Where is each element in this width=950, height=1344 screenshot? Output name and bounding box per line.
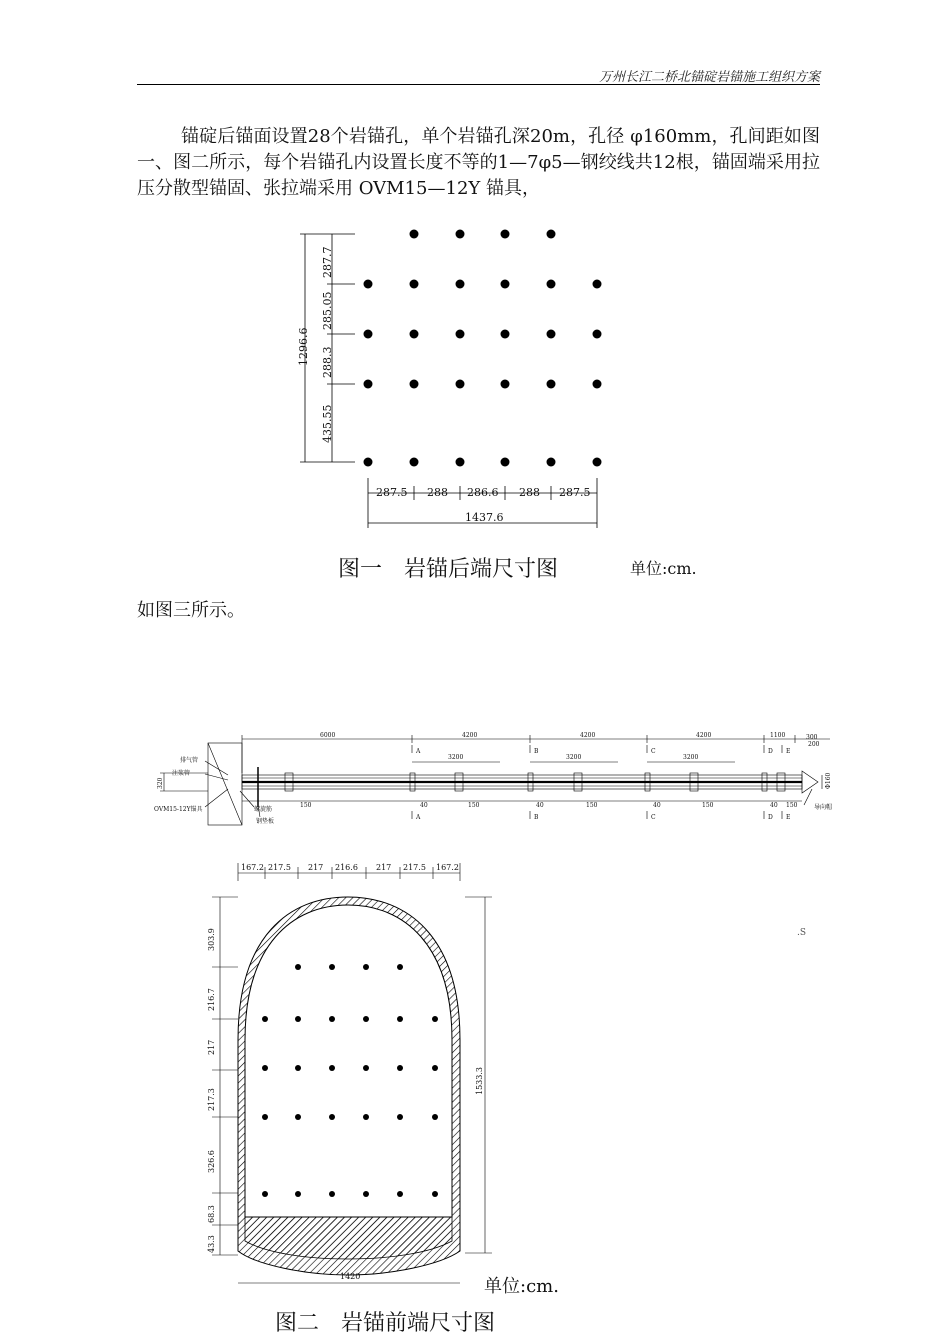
anchor-hole: [547, 330, 556, 339]
anchor-hole: [432, 1016, 438, 1022]
fig2-height: 1533.3: [475, 1067, 484, 1095]
fig2-left-dim: 326.6: [207, 1150, 216, 1173]
fig3-top-dim: 4200: [580, 732, 596, 739]
fig3-label: 注浆管: [172, 770, 191, 777]
figure2-diagram: [190, 855, 510, 1281]
anchor-hole: [295, 1065, 301, 1071]
fig1-row-spacing: 285.05: [321, 291, 334, 330]
fig1-row-spacing: 287.7: [321, 246, 334, 278]
figure3-anchor-section: [150, 725, 840, 835]
anchor-hole: [363, 1191, 369, 1197]
anchor-hole: [410, 280, 419, 289]
anchor-hole: [262, 1114, 268, 1120]
anchor-hole: [295, 1191, 301, 1197]
fig1-row-spacing: 435.55: [321, 404, 334, 443]
anchor-hole: [593, 380, 602, 389]
anchor-hole: [364, 458, 373, 467]
anchor-hole: [547, 458, 556, 467]
fig2-top-dim: 216.6: [335, 863, 358, 872]
fig1-total-width: 1437.6: [465, 511, 504, 524]
anchor-hole: [501, 330, 510, 339]
figure1-holes: [364, 230, 602, 467]
anchor-hole: [364, 380, 373, 389]
fig3-top-dim: 4200: [462, 732, 478, 739]
fig3-bottom-dim: 40: [536, 802, 544, 809]
figure1-diagram: [285, 218, 625, 528]
fig3-section-mark: A: [416, 814, 421, 821]
fig1-col-spacing: 286.6: [467, 486, 499, 499]
anchor-hole: [410, 458, 419, 467]
fig3-label: 排气管: [180, 757, 199, 764]
fig3-left-dim: 320: [157, 777, 164, 789]
anchor-hole: [410, 380, 419, 389]
anchor-hole: [329, 1114, 335, 1120]
fig2-left-dim: 217: [207, 1039, 216, 1055]
fig3-section-mark: D: [768, 814, 773, 821]
fig3-inner-dim: 3200: [448, 754, 464, 761]
fig2-top-dim: 167.2: [241, 863, 264, 872]
anchor-hole: [456, 280, 465, 289]
anchor-hole: [262, 1191, 268, 1197]
fig3-label: 钢垫板: [256, 818, 275, 825]
anchor-hole: [397, 964, 403, 970]
figure1-unit: 单位:cm.: [630, 559, 697, 578]
stray-mark: .S: [797, 928, 807, 938]
anchor-hole: [329, 1191, 335, 1197]
fig3-section-mark: E: [786, 814, 791, 821]
fig2-left-dim: 68.3: [207, 1205, 216, 1223]
fig3-top-dim: 200: [808, 741, 820, 748]
figure2-caption: 图二 岩锚前端尺寸图: [275, 1311, 496, 1336]
header-title: 万州长江二桥北锚碇岩锚施工组织方案: [598, 70, 820, 85]
anchor-hole: [456, 380, 465, 389]
fig3-right-dim: Φ160: [825, 772, 832, 789]
fig2-top-dim: 217: [308, 863, 324, 872]
anchor-hole: [456, 458, 465, 467]
fig3-bottom-dim: 150: [468, 802, 480, 809]
fig3-inner-dim: 3200: [683, 754, 699, 761]
anchor-hole: [397, 1016, 403, 1022]
body-paragraph-1: 锚碇后锚面设置28个岩锚孔，单个岩锚孔深20m，孔径 φ160mm，孔间距如图一、图二所示，每个岩锚孔内设置长度不等的1—7φ5—钢绞线共12根，锚固端采用拉压分散型锚固、张拉端采用 OVM15—12Y 锚具，: [137, 126, 820, 199]
anchor-hole: [397, 1065, 403, 1071]
fig2-top-dim: 167.2: [436, 863, 459, 872]
fig3-bottom-dim: 40: [653, 802, 661, 809]
anchor-hole: [364, 280, 373, 289]
fig2-left-dim: 43.3: [207, 1235, 216, 1253]
anchor-hole: [593, 280, 602, 289]
anchor-hole: [295, 1114, 301, 1120]
fig3-section-mark: B: [534, 814, 539, 821]
anchor-hole: [295, 1016, 301, 1022]
fig3-label: 螺旋筋: [254, 806, 273, 813]
anchor-hole: [432, 1114, 438, 1120]
anchor-hole: [262, 1016, 268, 1022]
anchor-hole: [410, 230, 419, 239]
fig2-left-dim: 303.9: [207, 928, 216, 951]
anchor-hole: [363, 1114, 369, 1120]
fig1-col-spacing: 287.5: [376, 486, 408, 499]
anchor-hole: [432, 1191, 438, 1197]
fig2-width: 1420: [340, 1272, 361, 1281]
anchor-hole: [501, 280, 510, 289]
anchor-hole: [432, 1065, 438, 1071]
anchor-hole: [456, 230, 465, 239]
fig3-section-mark: E: [786, 748, 791, 755]
anchor-hole: [363, 1016, 369, 1022]
fig3-top-dim: 1100: [770, 732, 786, 739]
fig3-top-dim: 300: [806, 734, 818, 741]
anchor-hole: [410, 330, 419, 339]
anchor-hole: [329, 1065, 335, 1071]
fig3-top-dim: 6000: [320, 732, 336, 739]
fig1-col-spacing: 288: [519, 486, 540, 499]
fig3-inner-dim: 3200: [566, 754, 582, 761]
fig1-row-spacing: 288.3: [321, 346, 334, 378]
fig3-bottom-dim: 40: [770, 802, 778, 809]
anchor-hole: [501, 380, 510, 389]
anchor-hole: [501, 458, 510, 467]
anchor-hole: [593, 458, 602, 467]
fig3-bottom-dim: 150: [702, 802, 714, 809]
anchor-hole: [329, 964, 335, 970]
fig3-label: OVM15-12Y锚具: [154, 806, 203, 813]
fig3-bottom-dim: 150: [300, 802, 312, 809]
anchor-hole: [364, 330, 373, 339]
fig2-top-dim: 217: [376, 863, 392, 872]
fig1-col-spacing: 288: [427, 486, 448, 499]
fig3-section-mark: C: [651, 748, 656, 755]
anchor-hole: [397, 1191, 403, 1197]
anchor-hole: [547, 380, 556, 389]
fig3-bottom-dim: 150: [586, 802, 598, 809]
anchor-hole: [363, 964, 369, 970]
fig3-label: 导向帽: [814, 804, 833, 811]
anchor-hole: [295, 964, 301, 970]
fig2-top-dim: 217.5: [268, 863, 291, 872]
figure2-unit: 单位:cm.: [484, 1276, 559, 1297]
fig2-top-dim: 217.5: [403, 863, 426, 872]
fig2-left-dim: 216.7: [207, 988, 216, 1011]
fig1-col-spacing: 287.5: [559, 486, 591, 499]
figure1-caption: 图一 岩锚后端尺寸图: [338, 557, 559, 582]
anchor-hole: [262, 1065, 268, 1071]
fig3-bottom-dim: 150: [786, 802, 798, 809]
anchor-hole: [397, 1114, 403, 1120]
fig1-total-height: 1296.6: [297, 327, 310, 366]
anchor-hole: [593, 330, 602, 339]
header-rule: [137, 84, 820, 85]
anchor-hole: [547, 280, 556, 289]
body-paragraph-2: 如图三所示。: [137, 600, 245, 621]
fig3-section-mark: D: [768, 748, 773, 755]
anchor-hole: [329, 1016, 335, 1022]
anchor-hole: [363, 1065, 369, 1071]
anchor-hole: [547, 230, 556, 239]
fig2-left-dim: 217.3: [207, 1088, 216, 1111]
fig3-top-dim: 4200: [696, 732, 712, 739]
anchor-hole: [501, 230, 510, 239]
fig3-section-mark: A: [416, 748, 421, 755]
fig3-bottom-dim: 40: [420, 802, 428, 809]
fig3-section-mark: C: [651, 814, 656, 821]
anchor-hole: [456, 330, 465, 339]
fig3-section-mark: B: [534, 748, 539, 755]
